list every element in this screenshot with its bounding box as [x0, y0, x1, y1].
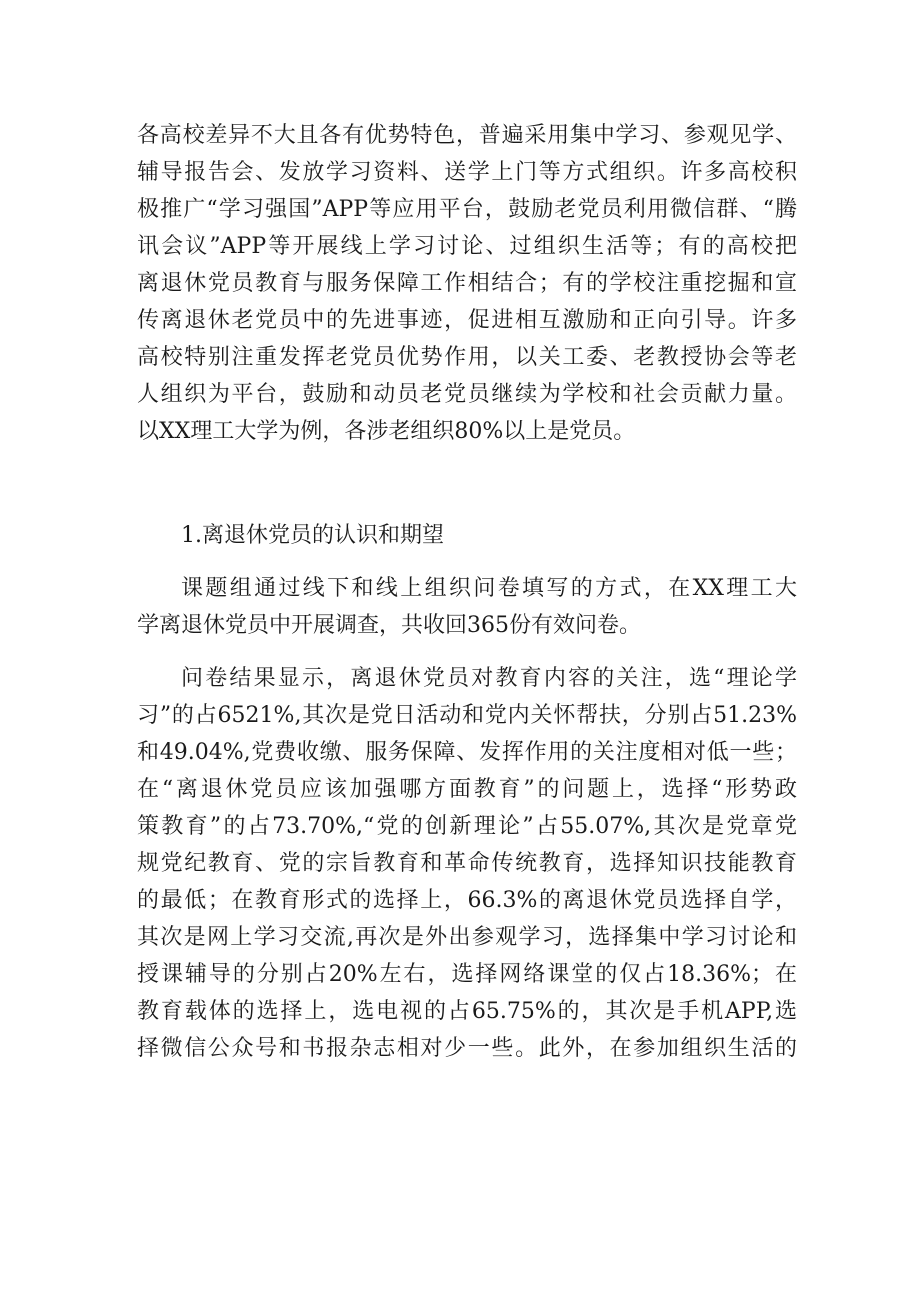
paragraph-line: 辅导报告会、发放学习资料、送学上门等方式组织。许多高校积 — [137, 160, 797, 185]
paragraph-line: 极推广“学习强国”APP等应用平台，鼓励老党员利用微信群、“腾 — [137, 197, 797, 222]
paragraph-line: 在“离退休党员应该加强哪方面教育”的问题上，选择“形势政 — [137, 777, 797, 802]
paragraph-line: 离退休党员教育与服务保障工作相结合；有的学校注重挖掘和宣 — [137, 271, 797, 296]
paragraph-2 — [137, 570, 797, 644]
paragraph-line: 传离退休老党员中的先进事迹，促进相互激励和正向引导。许多 — [137, 308, 797, 333]
paragraph-line: 和49.04%,党费收缴、服务保障、发挥作用的关注度相对低一些； — [137, 740, 797, 765]
heading-text: 1.离退休党员的认识和期望 — [181, 523, 444, 548]
paragraph-line: 以XX理工大学为例，各涉老组织80%以上是党员。 — [137, 419, 636, 444]
paragraph-line: 规党纪教育、党的宗旨教育和革命传统教育，选择知识技能教育 — [137, 851, 797, 876]
section-heading — [137, 517, 797, 554]
paragraph-line: 教育载体的选择上，选电视的占65.75%的，其次是手机APP,选 — [137, 999, 797, 1024]
paragraph-line: 课题组通过线下和线上组织问卷填写的方式，在XX理工大 — [181, 576, 797, 601]
paragraph-line: 人组织为平台，鼓励和动员老党员继续为学校和社会贡献力量。 — [137, 382, 797, 407]
paragraph-line: 学离退休党员中开展调查，共收回365份有效问卷。 — [137, 613, 641, 638]
paragraph-line: 其次是网上学习交流,再次是外出参观学习，选择集中学习讨论和 — [137, 925, 797, 950]
paragraph-1 — [137, 117, 797, 450]
paragraph-line: 授课辅导的分别占20%左右，选择网络课堂的仅占18.36%；在 — [137, 962, 797, 987]
paragraph-line: 策教育”的占73.70%,“党的创新理论”占55.07%,其次是党章党 — [137, 814, 797, 839]
paragraph-line: 问卷结果显示，离退休党员对教育内容的关注，选“理论学 — [181, 666, 797, 691]
paragraph-line: 习”的占6521%,其次是党日活动和党内关怀帮扶，分别占51.23% — [137, 703, 797, 728]
paragraph-line: 高校特别注重发挥老党员优势作用，以关工委、老教授协会等老 — [137, 345, 797, 370]
paragraph-3 — [137, 660, 797, 1067]
paragraph-line: 各高校差异不大且各有优势特色，普遍采用集中学习、参观见学、 — [137, 123, 797, 148]
paragraph-line: 择微信公众号和书报杂志相对少一些。此外，在参加组织生活的 — [137, 1036, 797, 1061]
paragraph-line: 的最低；在教育形式的选择上，66.3%的离退休党员选择自学， — [137, 888, 797, 913]
paragraph-line: 讯会议”APP等开展线上学习讨论、过组织生活等；有的高校把 — [137, 234, 797, 259]
